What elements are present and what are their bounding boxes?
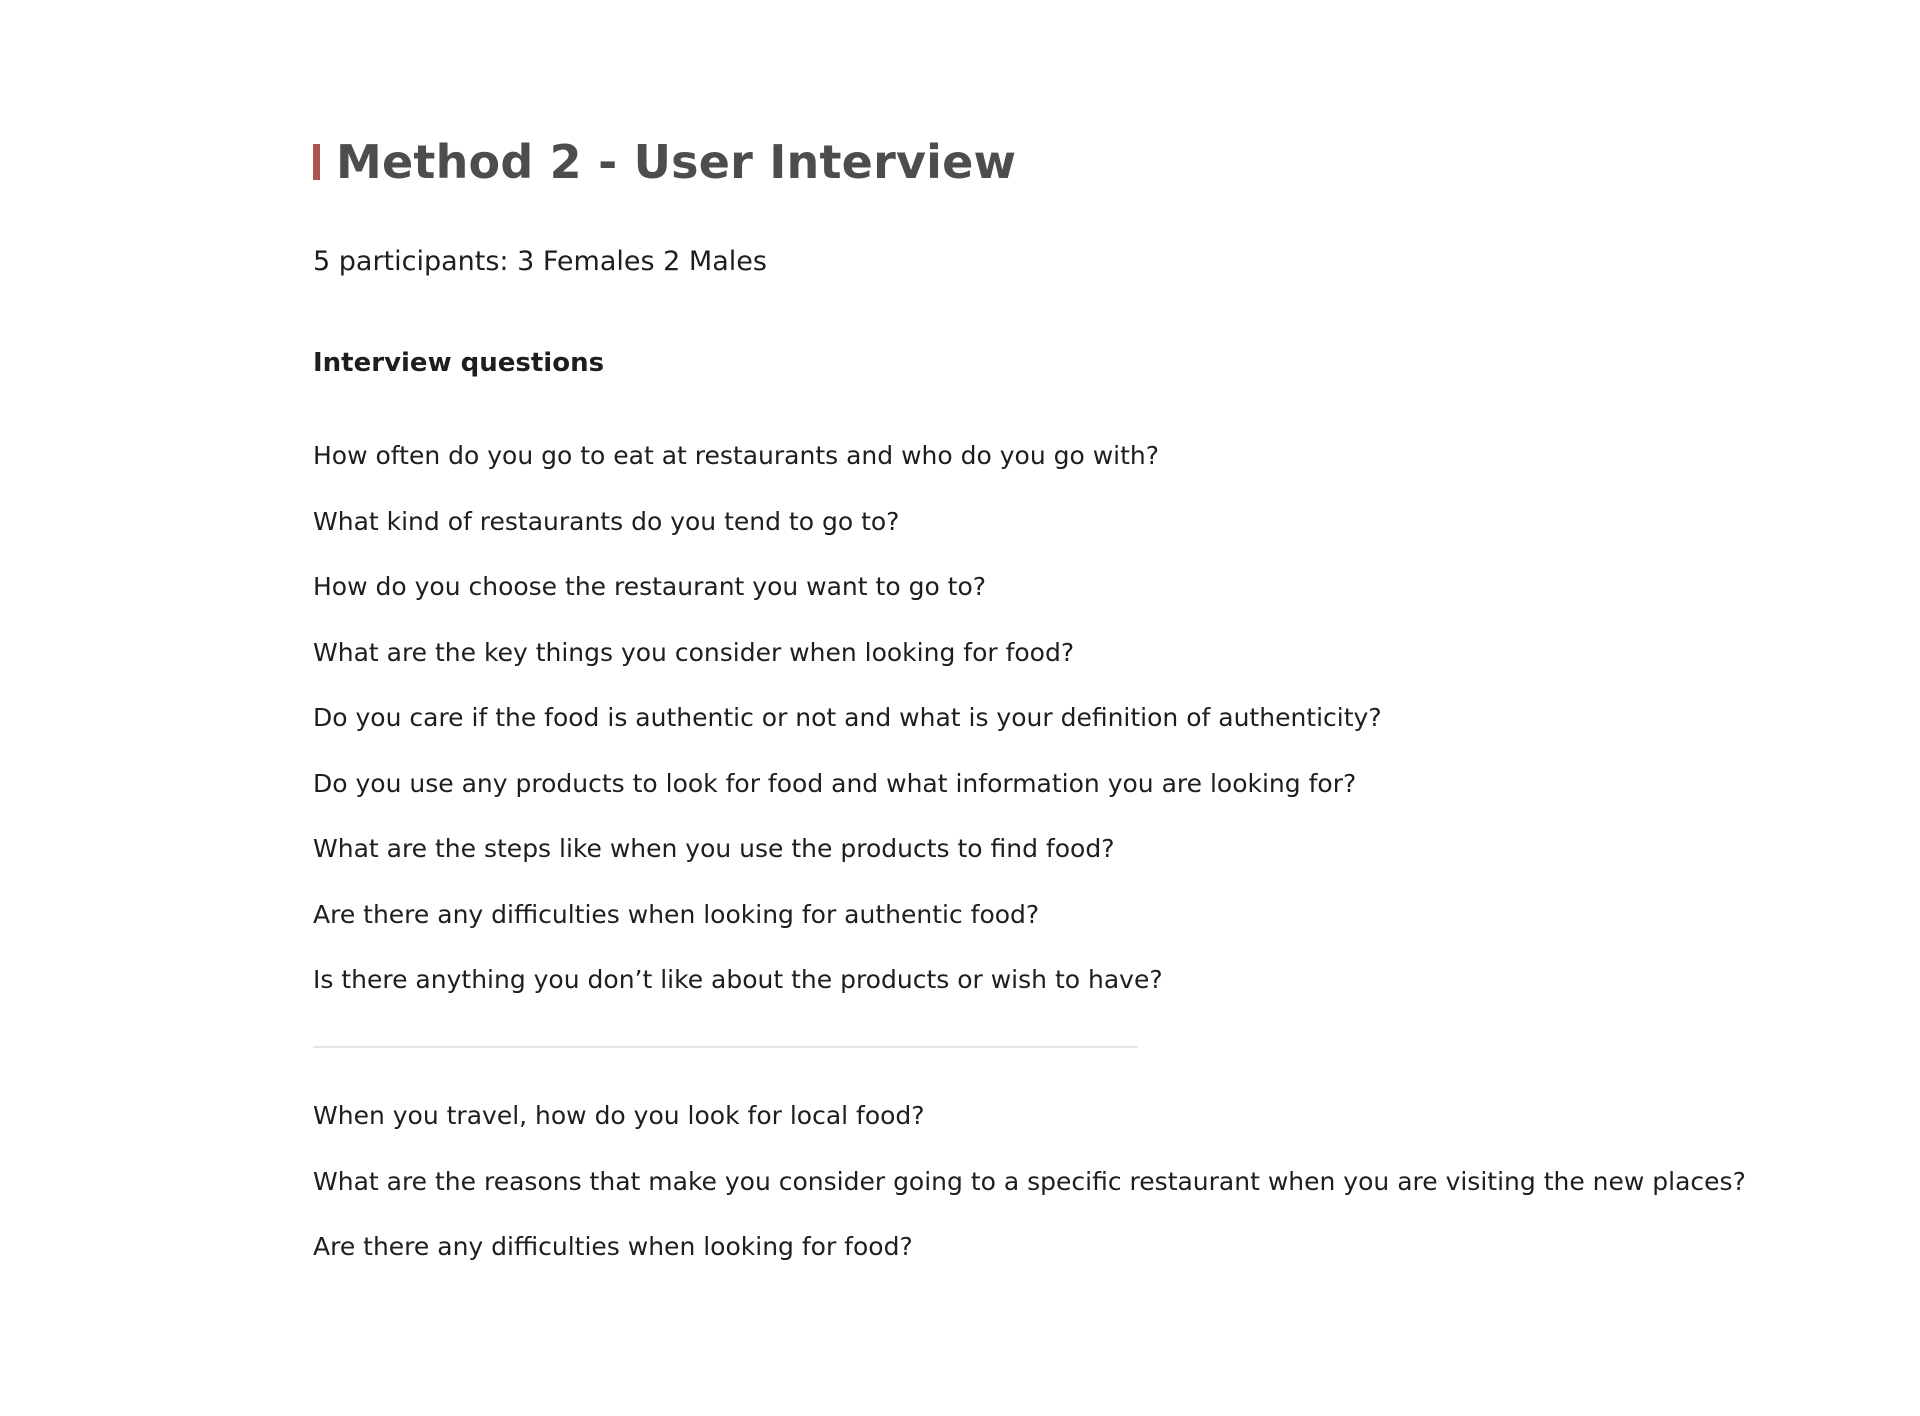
participants-summary: 5 participants: 3 Females 2 Males (313, 246, 767, 277)
section-divider (313, 1046, 1138, 1048)
question-item: How often do you go to eat at restaurants and who do you go with? (313, 441, 1160, 470)
question-item: Do you care if the food is authentic or not and what is your definition of authenticity? (313, 703, 1382, 732)
question-item: What kind of restaurants do you tend to go to? (313, 506, 900, 536)
questions-heading: Interview questions (313, 348, 605, 378)
question-item: How do you choose the restaurant you want to go to? (313, 572, 987, 601)
question-list-primary (313, 436, 1763, 1000)
question-item: Are there any difficulties when looking for food? (313, 1232, 913, 1261)
question-item: Do you use any products to look for food and what information you are looking for? (313, 768, 1357, 798)
document-content (313, 134, 1763, 1267)
question-item: When you travel, how do you look for local food? (313, 1101, 925, 1130)
page-title: Method 2 - User Interview (336, 135, 1017, 189)
question-item: Are there any difficulties when looking for authentic food? (313, 899, 1040, 929)
heading-accent-bar (313, 144, 320, 180)
question-item: What are the key things you consider when looking for food? (313, 637, 1075, 667)
page-heading (313, 134, 1763, 190)
question-list-travel (313, 1096, 1763, 1267)
question-item: What are the reasons that make you consider going to a specific restaurant when you are visiting the new places? (313, 1166, 1746, 1196)
question-item: What are the steps like when you use the products to find food? (313, 834, 1115, 863)
question-item: Is there anything you don’t like about the products or wish to have? (313, 965, 1163, 994)
